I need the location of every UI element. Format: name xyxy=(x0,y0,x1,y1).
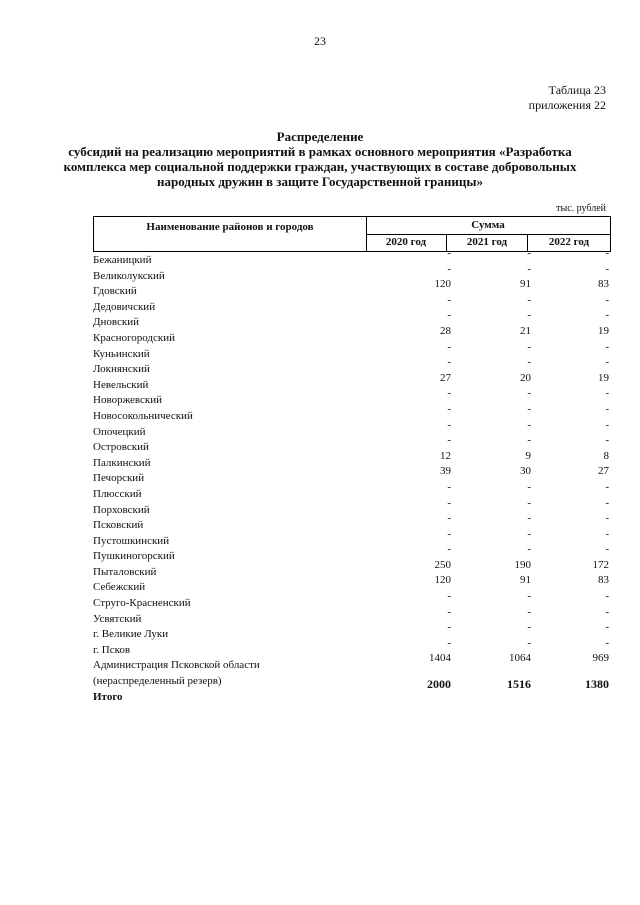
row-value: - xyxy=(447,496,451,509)
row-value: - xyxy=(527,247,531,259)
table-row xyxy=(93,402,611,426)
row-value: - xyxy=(527,309,531,322)
row-value: - xyxy=(447,543,451,556)
table-row xyxy=(93,278,611,301)
table-row xyxy=(93,340,611,364)
row-name: Локнянский xyxy=(93,363,150,376)
row-name: Дновский xyxy=(93,316,140,329)
row-value: 1516 xyxy=(507,676,531,691)
row-name: Администрация Псковской области xyxy=(93,659,260,672)
row-value: 120 xyxy=(434,278,451,291)
table-row xyxy=(93,293,611,317)
row-name: Невельский xyxy=(93,378,149,391)
row-name: Палкинский xyxy=(93,456,151,469)
row-name: Великолукский xyxy=(93,269,165,282)
table-row xyxy=(93,418,611,442)
row-name: Плюсский xyxy=(93,487,142,500)
column-header-name: Наименование районов и городов xyxy=(94,217,367,251)
row-value: 91 xyxy=(520,574,531,587)
row-name: Пустошкинский xyxy=(93,534,170,547)
table-row xyxy=(93,324,611,348)
row-value: - xyxy=(527,434,531,447)
row-value: - xyxy=(527,636,531,649)
row-value: - xyxy=(605,418,609,431)
row-value: - xyxy=(447,402,451,415)
row-value: - xyxy=(605,621,609,634)
row-value: - xyxy=(605,309,609,322)
table-row xyxy=(93,652,611,675)
table-row xyxy=(93,558,611,582)
row-value: - xyxy=(605,480,609,493)
row-value: - xyxy=(527,387,531,400)
table-row xyxy=(93,465,611,488)
row-value: - xyxy=(527,356,531,369)
row-name: Гдовский xyxy=(93,285,137,298)
row-value: - xyxy=(447,621,451,634)
row-value: - xyxy=(605,387,609,400)
row-name: Итого xyxy=(93,690,123,703)
column-header-year: 2022 год xyxy=(548,236,590,248)
row-value: - xyxy=(527,402,531,415)
row-value: - xyxy=(605,340,609,353)
table-row xyxy=(93,590,611,613)
row-value: - xyxy=(605,293,609,306)
row-value: - xyxy=(527,543,531,556)
row-value: - xyxy=(527,293,531,306)
row-name: Струго-Красненский xyxy=(93,597,191,610)
table-row xyxy=(93,512,611,535)
row-value: - xyxy=(527,340,531,353)
table-reference xyxy=(529,83,606,113)
table-row xyxy=(93,675,611,691)
row-value: - xyxy=(605,512,609,525)
row-name: Новоржевский xyxy=(93,394,163,407)
row-value: - xyxy=(527,605,531,618)
table-row xyxy=(93,262,611,286)
row-value: - xyxy=(605,247,609,259)
row-value: - xyxy=(447,356,451,369)
table-row xyxy=(93,527,611,551)
row-value: - xyxy=(605,356,609,369)
row-value: - xyxy=(447,309,451,322)
row-value: - xyxy=(605,590,609,603)
table-row xyxy=(93,356,611,379)
column-header-sum: Сумма xyxy=(366,217,610,235)
row-name: Псковский xyxy=(93,519,144,532)
row-value: 190 xyxy=(514,558,531,571)
row-value: - xyxy=(447,590,451,603)
row-value: - xyxy=(605,543,609,556)
row-value: 20 xyxy=(520,371,531,384)
row-value: 30 xyxy=(520,465,531,478)
title-line: комплекса мер социальной поддержки граждан, участвующих в составе добровольных xyxy=(63,159,577,174)
row-value: - xyxy=(605,402,609,415)
row-value: - xyxy=(527,527,531,540)
table-row xyxy=(93,434,611,457)
row-name: Пушкиногорский xyxy=(93,550,175,563)
row-value: 39 xyxy=(440,465,451,478)
row-name: Куньинский xyxy=(93,347,150,360)
document-title xyxy=(60,129,580,189)
row-name: Новосокольнический xyxy=(93,409,193,422)
row-value: - xyxy=(605,434,609,447)
table-row xyxy=(93,574,611,597)
row-value: 83 xyxy=(598,278,609,291)
row-name: Опочецкий xyxy=(93,425,146,438)
table-row xyxy=(93,496,611,520)
row-value: 2000 xyxy=(427,676,451,691)
row-value: - xyxy=(527,496,531,509)
table-row xyxy=(93,309,611,332)
row-value: - xyxy=(447,293,451,306)
table-row xyxy=(93,449,611,473)
row-value: 27 xyxy=(598,465,609,478)
row-value: 8 xyxy=(603,449,609,462)
table-row xyxy=(93,605,611,629)
units-label: тыс. рублей xyxy=(556,203,606,214)
column-header-year: 2020 год xyxy=(366,234,447,251)
row-value: - xyxy=(605,496,609,509)
title-line: Распределение xyxy=(276,129,364,144)
row-value: 120 xyxy=(434,574,451,587)
row-name: Себежский xyxy=(93,581,146,594)
row-value: 19 xyxy=(598,324,609,337)
row-name: Пыталовский xyxy=(93,565,157,578)
row-name: Усвятский xyxy=(93,612,142,625)
row-value: - xyxy=(605,605,609,618)
table-row xyxy=(93,247,611,270)
row-value: 1064 xyxy=(509,652,531,665)
row-value: 1380 xyxy=(585,676,609,691)
row-value: - xyxy=(527,262,531,275)
row-value: 19 xyxy=(598,371,609,384)
row-name: Островский xyxy=(93,441,149,454)
table-body xyxy=(93,247,611,706)
table-row xyxy=(93,480,611,504)
row-value: - xyxy=(527,512,531,525)
row-value: 12 xyxy=(440,449,451,462)
table-number: Таблица 23 xyxy=(548,83,606,97)
row-value: 969 xyxy=(592,652,609,665)
row-name: Бежаницкий xyxy=(93,254,152,266)
row-value: - xyxy=(527,418,531,431)
appendix-number: приложения 22 xyxy=(528,98,606,112)
row-value: - xyxy=(447,480,451,493)
row-value: - xyxy=(447,636,451,649)
row-value: - xyxy=(447,605,451,618)
row-value: - xyxy=(447,247,451,259)
row-value: - xyxy=(447,262,451,275)
row-value: 91 xyxy=(520,278,531,291)
row-name: г. Псков xyxy=(93,643,131,656)
row-value: - xyxy=(447,512,451,525)
column-header-year: 2021 год xyxy=(447,234,528,251)
row-value: - xyxy=(447,527,451,540)
table-row xyxy=(93,387,611,410)
row-value: - xyxy=(527,480,531,493)
row-name: Красногородский xyxy=(93,331,176,344)
title-line: народных дружин в защите Государственной границы» xyxy=(157,174,483,189)
row-value: - xyxy=(605,527,609,540)
row-name: (нераспределенный резерв) xyxy=(93,675,222,688)
title-line: субсидий на реализацию мероприятий в рамках основного мероприятия «Разработка xyxy=(68,144,572,159)
table-header xyxy=(93,216,611,252)
row-value: 21 xyxy=(520,324,531,337)
row-value: 27 xyxy=(440,371,451,384)
row-value: - xyxy=(605,262,609,275)
row-value: 1404 xyxy=(429,652,451,665)
row-value: - xyxy=(605,636,609,649)
row-value: - xyxy=(447,340,451,353)
row-value: - xyxy=(527,590,531,603)
table-row xyxy=(93,543,611,566)
row-value: 83 xyxy=(598,574,609,587)
row-value: 28 xyxy=(440,324,451,337)
table-row xyxy=(93,636,611,660)
row-value: - xyxy=(447,387,451,400)
row-name: Дедовичский xyxy=(93,300,156,313)
row-value: 9 xyxy=(525,449,531,462)
row-value: - xyxy=(447,418,451,431)
row-name: г. Великие Луки xyxy=(93,628,169,641)
table-row xyxy=(93,371,611,395)
row-value: - xyxy=(447,434,451,447)
row-name: Порховский xyxy=(93,503,150,516)
row-name: Печорский xyxy=(93,472,145,485)
row-value: - xyxy=(527,621,531,634)
row-value: 172 xyxy=(592,558,609,571)
table-row xyxy=(93,621,611,644)
page-number: 23 xyxy=(314,34,326,48)
row-value: 250 xyxy=(434,558,451,571)
